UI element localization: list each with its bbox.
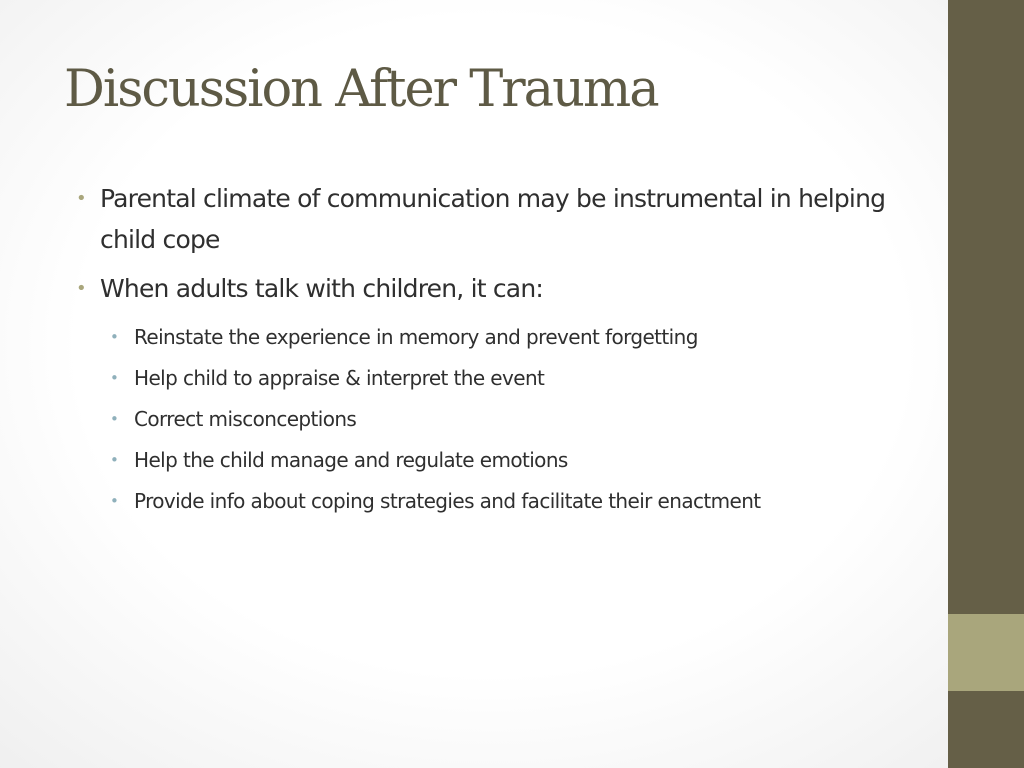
sub-bullet-text: Provide info about coping strategies and facilitate their enactment <box>134 489 761 513</box>
sub-bullet-icon: • <box>110 492 119 510</box>
slide-title: Discussion After Trauma <box>64 60 658 119</box>
sub-bullet-icon: • <box>110 328 119 346</box>
sub-bullet-item <box>76 481 936 522</box>
bullet-icon: • <box>76 278 86 299</box>
sub-bullet-text: Help the child manage and regulate emotions <box>134 448 568 472</box>
sub-bullet-text: Correct misconceptions <box>134 407 357 431</box>
sub-bullet-item <box>76 440 936 481</box>
slide-content <box>76 178 936 522</box>
bullet-text: When adults talk with children, it can: <box>100 274 543 303</box>
bullet-item <box>76 268 936 309</box>
sub-bullet-icon: • <box>110 410 119 428</box>
sub-bullet-text: Reinstate the experience in memory and prevent forgetting <box>134 325 698 349</box>
sub-bullet-icon: • <box>110 451 119 469</box>
sub-bullet-icon: • <box>110 369 119 387</box>
bullet-icon: • <box>76 188 86 209</box>
sub-bullet-item <box>76 358 936 399</box>
bullet-text: Parental climate of communication may be instrumental in helping child cope <box>100 184 886 254</box>
bullet-item <box>76 178 936 260</box>
sidebar-accent-block <box>948 614 1024 691</box>
sub-bullet-text: Help child to appraise & interpret the event <box>134 366 545 390</box>
sub-bullet-item <box>76 317 936 358</box>
sub-bullet-item <box>76 399 936 440</box>
